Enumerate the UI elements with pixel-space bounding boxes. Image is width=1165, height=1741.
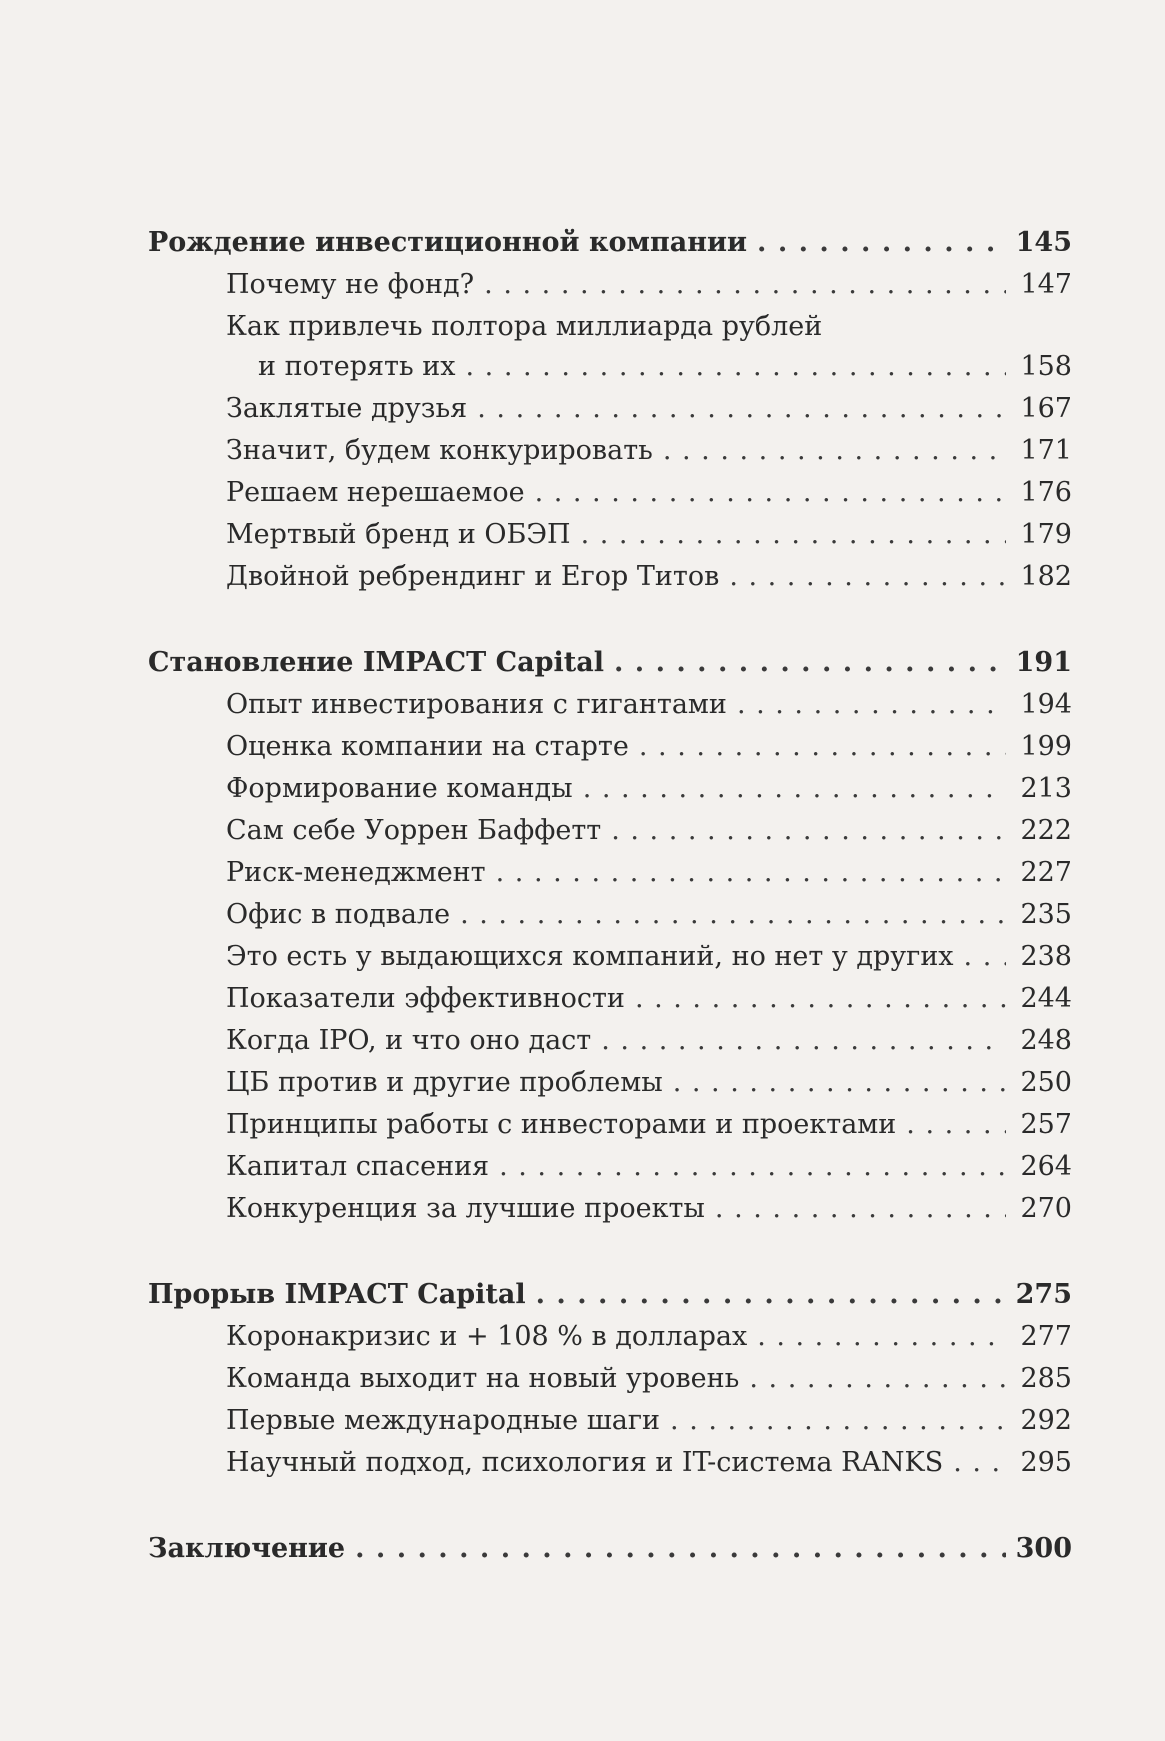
page-number: 270 (1020, 1193, 1072, 1224)
entry-title: Мертвый бренд и ОБЭП (226, 519, 571, 550)
dot-leader (614, 642, 1006, 684)
page-number: 191 (1015, 647, 1072, 678)
toc-section-heading[interactable] (148, 222, 1072, 264)
toc-entry[interactable] (148, 1020, 1072, 1062)
toc-section (148, 1274, 1072, 1484)
toc-section-heading[interactable] (148, 1274, 1072, 1316)
entry-title: Двойной ребрендинг и Егор Титов (226, 561, 720, 592)
entry-title: Заклятые друзья (226, 393, 468, 424)
toc-entry[interactable] (148, 1188, 1072, 1230)
page-number: 264 (1020, 1151, 1072, 1182)
dot-leader (757, 1316, 1006, 1358)
toc-section-heading[interactable] (148, 642, 1072, 684)
dot-leader (673, 1062, 1006, 1104)
page-number: 250 (1020, 1067, 1072, 1098)
page-number: 295 (1020, 1447, 1072, 1478)
page-number: 235 (1020, 899, 1072, 930)
toc-section-heading[interactable] (148, 1528, 1072, 1570)
dot-leader (611, 810, 1006, 852)
entry-title: Формирование команды (226, 773, 573, 804)
dot-leader (715, 1188, 1006, 1230)
entry-title: ЦБ против и другие проблемы (226, 1067, 663, 1098)
dot-leader (535, 472, 1006, 514)
toc-entry[interactable] (148, 810, 1072, 852)
dot-leader (906, 1104, 1006, 1146)
toc-entry[interactable] (148, 306, 1072, 348)
dot-leader (477, 388, 1006, 430)
dot-leader (581, 514, 1006, 556)
entry-title: Это есть у выдающихся компаний, но нет у других (226, 941, 954, 972)
entry-title: Офис в подвале (226, 899, 451, 930)
toc-entry[interactable] (148, 388, 1072, 430)
dot-leader (749, 1358, 1006, 1400)
dot-leader (729, 556, 1006, 598)
entry-title-continuation: и потерять их (258, 351, 456, 382)
entry-title: Принципы работы с инвесторами и проектами (226, 1109, 897, 1140)
page-number: 194 (1020, 689, 1072, 720)
page-number: 147 (1020, 269, 1072, 300)
entry-title: Как привлечь полтора миллиарда рублей (226, 311, 823, 342)
dot-leader (499, 1146, 1006, 1188)
toc-entry[interactable] (148, 978, 1072, 1020)
page-number: 167 (1020, 393, 1072, 424)
page-number: 275 (1015, 1279, 1072, 1310)
toc-entry[interactable] (148, 430, 1072, 472)
entry-title: Значит, будем конкурировать (226, 435, 653, 466)
toc-entry[interactable] (148, 1442, 1072, 1484)
entry-title: Капитал спасения (226, 1151, 490, 1182)
dot-leader (964, 936, 1006, 978)
toc-entry[interactable] (148, 264, 1072, 306)
dot-leader (496, 852, 1006, 894)
dot-leader (663, 430, 1006, 472)
page-number: 238 (1020, 941, 1072, 972)
toc-entry[interactable] (148, 1358, 1072, 1400)
toc-entry[interactable] (148, 1104, 1072, 1146)
toc-entry[interactable] (148, 1062, 1072, 1104)
dot-leader (737, 684, 1006, 726)
page-number: 248 (1020, 1025, 1072, 1056)
toc-entry-continuation[interactable] (148, 346, 1072, 388)
entry-title: Оценка компании на старте (226, 731, 629, 762)
toc-entry[interactable] (148, 684, 1072, 726)
dot-leader (460, 894, 1006, 936)
toc-entry[interactable] (148, 556, 1072, 598)
page-number: 227 (1020, 857, 1072, 888)
toc-entry[interactable] (148, 768, 1072, 810)
section-title: Заключение (148, 1533, 346, 1564)
page-number: 158 (1020, 351, 1072, 382)
page-number: 244 (1020, 983, 1072, 1014)
entry-title: Коронакризис и + 108 % в долларах (226, 1321, 748, 1352)
entry-title: Первые международные шаги (226, 1405, 661, 1436)
dot-leader (757, 222, 1006, 264)
dot-leader (601, 1020, 1006, 1062)
toc-entry[interactable] (148, 1316, 1072, 1358)
table-of-contents (148, 222, 1072, 1614)
entry-title: Сам себе Уоррен Баффетт (226, 815, 602, 846)
toc-entry[interactable] (148, 1146, 1072, 1188)
entry-title: Решаем нерешаемое (226, 477, 525, 508)
page-number: 277 (1020, 1321, 1072, 1352)
entry-title: Опыт инвестирования с гигантами (226, 689, 727, 720)
page-number: 171 (1020, 435, 1072, 466)
dot-leader (953, 1442, 1006, 1484)
entry-title: Почему не фонд? (226, 269, 475, 300)
page-number: 222 (1020, 815, 1072, 846)
entry-title: Научный подход, психология и IT-система RANKS (226, 1447, 944, 1478)
section-title: Прорыв IMPACT Capital (148, 1279, 526, 1310)
toc-entry[interactable] (148, 1400, 1072, 1442)
page-number: 257 (1020, 1109, 1072, 1140)
page-number: 145 (1015, 227, 1072, 258)
page-number: 213 (1020, 773, 1072, 804)
dot-leader (583, 768, 1006, 810)
page-number: 179 (1020, 519, 1072, 550)
toc-section (148, 642, 1072, 1230)
toc-section (148, 222, 1072, 598)
toc-entry[interactable] (148, 936, 1072, 978)
entry-title: Конкуренция за лучшие проекты (226, 1193, 705, 1224)
section-title: Становление IMPACT Capital (148, 647, 604, 678)
toc-entry[interactable] (148, 472, 1072, 514)
entry-title: Риск-менеджмент (226, 857, 486, 888)
page-number: 285 (1020, 1363, 1072, 1394)
page-number: 199 (1020, 731, 1072, 762)
toc-entry[interactable] (148, 894, 1072, 936)
dot-leader (670, 1400, 1006, 1442)
dot-leader (466, 346, 1006, 388)
toc-section (148, 1528, 1072, 1570)
dot-leader (536, 1274, 1006, 1316)
dot-leader (355, 1528, 1006, 1570)
page-number: 182 (1020, 561, 1072, 592)
page-number: 292 (1020, 1405, 1072, 1436)
entry-title: Команда выходит на новый уровень (226, 1363, 740, 1394)
dot-leader (635, 978, 1006, 1020)
section-title: Рождение инвестиционной компании (148, 227, 748, 258)
toc-entry[interactable] (148, 852, 1072, 894)
toc-entry[interactable] (148, 514, 1072, 556)
toc-entry[interactable] (148, 726, 1072, 768)
entry-title: Показатели эффективности (226, 983, 625, 1014)
dot-leader (484, 264, 1006, 306)
page-number: 300 (1015, 1533, 1072, 1564)
entry-title: Когда IPO, и что оно даст (226, 1025, 592, 1056)
page-number: 176 (1020, 477, 1072, 508)
dot-leader (639, 726, 1006, 768)
